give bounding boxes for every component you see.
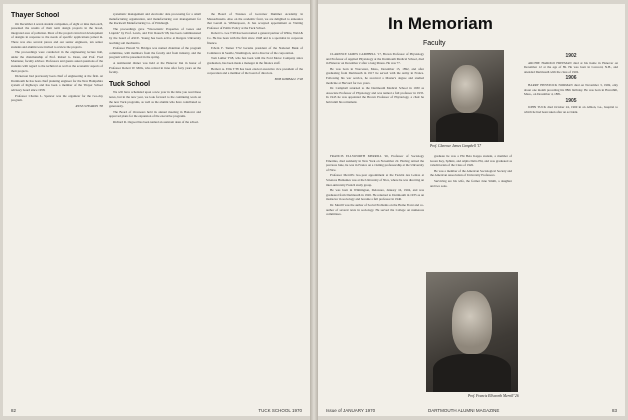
left-column-2 — [109, 12, 201, 402]
thayer-continued-paragraph: The proceedings gave "Viscoelastic Properties of Gases and Liquids" by Prof. Lewis, and Eric Rausch '68, has been commissioned by the board of ASCE. Young has been active at Rutgers University teaching soil mechanics. — [109, 26, 201, 45]
obituary-entry: JOHN TUCK died October 24, 1969 in an Albion, Ga., hospital to which he had been taken after an accident. — [524, 105, 618, 114]
thayer-continued-paragraph: systematic management and electronic data processing for a small manufacturing organization, and manufacturing cost management for the Rockwell Manufacturing Co. of Pittsburgh. — [109, 12, 201, 26]
footer-issue: Issue of JANUARY 1970 — [326, 408, 376, 413]
campbell-paragraph: CLARENCE JAMES CAMPBELL '17, Brown Professor of Physiology and Professor of Applied Physiology at the Dartmouth Medical School, died in Hanover on December 2 after a long illness. He was 77. — [326, 52, 424, 66]
page-number-right: 83 — [611, 408, 617, 413]
campbell-caption: Prof. Clarence James Campbell '17 — [430, 144, 482, 148]
portrait-face — [451, 65, 484, 113]
thayer-paragraph: Professor Charles L. Spencer was the organizer for the two-day program. — [11, 93, 103, 103]
campbell-paragraph: Dr. Campbell returned to the Dartmouth Medical School in 1930 as Associate Professor of Physiology and was named a full professor in 1935. In 1945 he was appointed the Brown Professor of Physiology, a chair he held until his retirement. — [326, 86, 424, 104]
tuck-school-heading: Tuck School — [109, 80, 151, 88]
section-heading: Faculty — [423, 40, 446, 47]
campbell-portrait — [430, 50, 504, 142]
merrill-paragraph: FRANCIS ELLSWORTH MERRILL '26, Professor of Sociology Emeritus, died suddenly in New York on November 22. Having retired the previous June, he was in France on a visiting professorship at the University of Nice. — [326, 154, 424, 172]
left-column-1 — [11, 12, 103, 402]
merrill-paragraph: He was born in Wilmington, Delaware, January 16, 1904, and was graduated from Dartmouth in 1926. He returned to Dartmouth in 1935 as an instructor in sociology and became a full professor in 1946. — [326, 188, 424, 202]
thayer-paragraph: The proceedings were conducted in the engineering lecture hall, under the chairmanship of Prof. Robert G. Dean, and Prof. Fred Montaner, faculty advisor. Professors and guests asked questions of the students with regard to the technical as well as the economic aspects of their projects. — [11, 50, 103, 73]
merrill-paragraph: Dr. Merrill was the author of Social Problems on the Home Front and co-author of several texts in sociology. He served the College on numerous committees. — [326, 202, 424, 217]
faculty-column — [326, 52, 424, 148]
campbell-paragraph: He was born in Worcester, Mass., December 15, 1892, and after graduating from Dartmouth in 1917 he served with the Army in France. Following his war service, he received a Master's degree and studied medicine at Harvard for two years. — [326, 66, 424, 85]
center-column — [430, 154, 512, 264]
page-number-left: 82 — [11, 408, 17, 413]
footer-left: TUCK SCHOOL 1970 — [258, 408, 302, 413]
right-page — [318, 4, 625, 416]
thayer-paragraph: On December 4 seven student companies, of eight or nine men each, presented the results of their term design projects in the broad, integrated area of pollution. Most of the projects involved development of designs in response to the needs of specific applications joined in. There was also several pieces and our senior engineers, ten senior students and alumni were invited to review the projects. — [11, 21, 103, 49]
board-paragraph: Herbert A. Ellis T'38 has been elected executive vice president of the corporation and a member of the board of directors. — [207, 66, 303, 76]
merrill-continued-paragraph: graduate he was a Phi Beta Kappa student, a member of Green Key, Sphinx, and Alpha Delta Phi, and was graduated as valedictorian of the Class of 1926. — [430, 154, 512, 168]
thayer-continued-paragraph: Professor Harold W. Bridges was named chairman of the program committee, with members from the faculty and from industry, and the program will be presented in the spring. — [109, 46, 201, 60]
thayer-signature: RUSS STEARNS '38 — [75, 103, 103, 108]
page-title: In Memoriam — [388, 14, 493, 33]
portrait-face — [452, 291, 492, 353]
portrait-suit — [436, 113, 498, 142]
board-signature: BOB KIMBALL T'48 — [274, 76, 303, 81]
merrill-column — [326, 154, 424, 404]
board-paragraph: the Board of Trustees of Governor Dummer Academy in Massachusetts. Also on the academic front, we are delighted to announce that Gerald A. Witherspoon, Jr. has accepted appointment as Visiting Professor of Public Policy at the Tuck School. — [207, 12, 303, 30]
footer-magazine-name: DARTMOUTH ALUMNI MAGAZINE — [428, 408, 500, 413]
obituaries-column — [524, 52, 618, 402]
merrill-paragraph: Professor Merrill's two-year appointment at the Faculté des Lettres et Sciences Humaines was at the University of Nice, where he was directing an inter-university French study group. — [326, 173, 424, 187]
tuck-paragraph: Richard R. Osgood has been named an assistant dean of the school. — [113, 119, 199, 124]
thayer-continued-paragraph: A testimonial dinner was held at the Hanover Inn in honor of Professor Robert W. Mills, who retired in June after forty years on the faculty. — [109, 60, 201, 75]
board-paragraph: Tom Luther T'68, who has been with the Ford Motor Company since graduation, has been made a manager in the finance staff. — [207, 56, 303, 65]
merrill-caption: Prof. Francis Ellsworth Merrill '26 — [468, 394, 519, 398]
board-paragraph: Edwin F. Tanner T'52 became president of the National Bank of Commerce in Seattle, Washington, and a director of the corporation. — [207, 46, 303, 55]
thayer-paragraph: Dickerson had previously been chief of engineering at the firm. At Dartmouth he has been chief planning engineer for the New Hampshire system of highways and has been a member of the Thayer School advisory board since 1958. — [11, 74, 103, 92]
portrait-suit — [433, 354, 510, 392]
thayer-school-heading: Thayer School — [11, 12, 60, 19]
tuck-paragraph: The Board of Overseers held its annual meeting in Hanover and approved plans for the expansion of the executive programs. — [109, 109, 201, 119]
class-year: 1906 — [565, 75, 577, 82]
obituary-entry: HARRY HENSTOCK NORMAN died on November 3, 1969, only about one month preceding his 88th birthday. He was born in Haverhill, Mass., on December 4, 1881. — [524, 82, 618, 97]
left-column-3 — [207, 12, 303, 402]
obituary-entry: ARCHIE HAROLD FREEMAN died at his home in Hanover on December 12 at the age of 89. He was born in Concord, N.H., and attended Dartmouth with the class of 1902. — [524, 60, 618, 74]
board-paragraph: Robert G. Lee T'48 has been named a general partner of White, Weld & Co. He has been with the firm since 1948 and is a specialist in corporate finance. — [207, 31, 303, 45]
class-year: 1902 — [565, 53, 577, 59]
merrill-portrait — [426, 272, 518, 392]
merrill-continued-paragraph: Surviving are his wife, the former Jane Smith, a daughter and two sons. — [430, 178, 512, 188]
left-page — [3, 4, 310, 416]
merrill-continued-paragraph: He was a member of the American Sociological Society and the American Association of University Professors. — [430, 168, 512, 178]
page-gutter — [310, 0, 318, 420]
tuck-paragraph: We will have scheduled upon a new year in the time you read these notes, but in the new year, we look forward to the continuing work on the new Tuck programs, as well as the alumni who have contributed so generously. — [109, 90, 201, 109]
class-year: 1905 — [565, 97, 577, 104]
